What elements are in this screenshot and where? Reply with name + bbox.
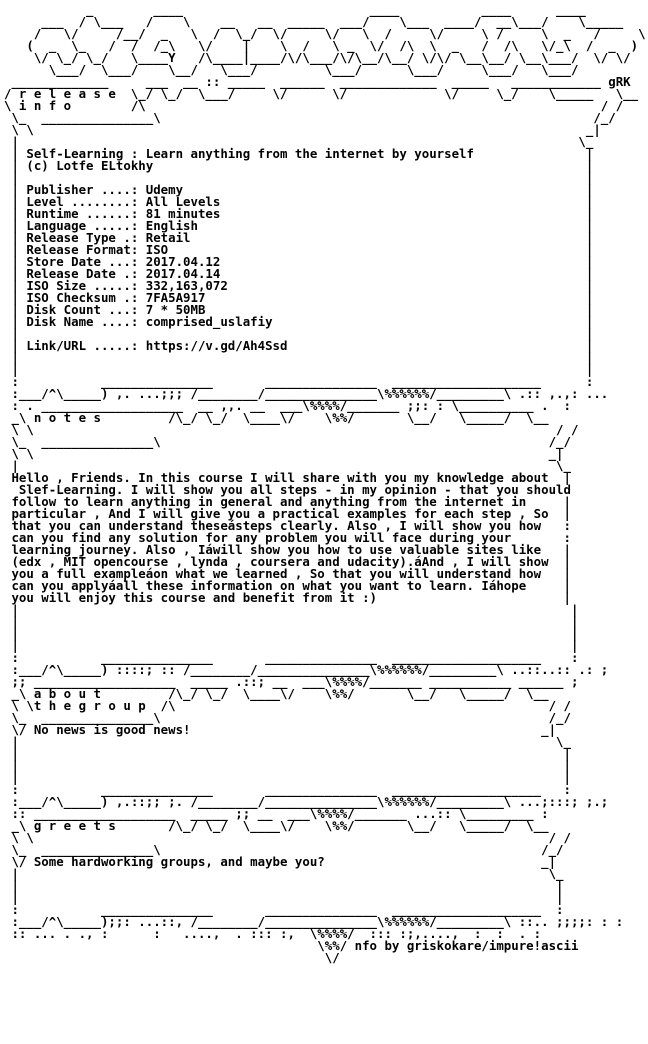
nfo-text: _ ____ ____ ____ ____ ___ / \___ / \ __ __ _____ ___/ \___ ____/ __\___/ \_____ / \/ /__/ _ \ / \_/ \/ \/ \ / \/ \ / \ _ / \ ( _ \_ / / /_\ \/ | \ / \ _ \/ /\ \ _ / /\ \/_\ / _ ) \/ \_/ \_/ \____Y /\____|____/\/\___/\/\__/\__/ \/\/ \__\__/ \__\___/ \/ \/ \___/ \___/ \__/ \___/ \___/ \___/ \___/ \___/ _____________ ___ __ :: _____ ______ _____________ _____ ____________ gRK / r e l e a s e \_/ \_/ \___/ \/ \/ \/ \_/ \_____ \__ \ i n f o /\ / / \_ _______________\ /_/ \ \ _| | \_ | Self-Learning : Learn anything from the internet by yourself | | (c) Lotfe ELtokhy | | | | Publisher ....: Udemy | | Level ........: All Levels | | Runtime ......: 81 minutes | | Language .....: English | | Release Type .: Retail | | Release Format: ISO | | Store Date ...: 2017.04.12 | | Release Date .: 2017.04.14 | | ISO Size .....: 332,163,072 | | ISO Checksum .: 7FA5A917 | | Disk Count ...: 7 * 50MB | | Disk Name ....: comprised_uslafiy | | | | Link/URL .....: https://v.gd/Ah4Ssd | | | | | : _______________ _______________ ____________________ : :___/^\_____) ,. ...;;; /________/_______________\%%%%%%/_________\ .:: ,.,: ... : . ___________________ __ ,,. __ ___\%%%%/_______ ;;: : \__________ . : _\ n o t e s /\_/ \_/ \____\/ \%%/ \__/ \_____/ \__ \ \ / / \_ _______________\ /_/ \ \ _| | \_ Hello , Friends. In this course I will share with you my knowledge about | Slef-Learning. I will show you all steps - in my opinion - that you should follow to learn anything in general and anything from the internet in | particular , And I will give you a practical examples for each step , So | that you can understand theseásteps clearly. Also , I will show you how : can you find any solution for any problem you will face during your : learning journey. Also , Iáwill show you how to use valuable sites like | (edx , MIT opencourse , lynda , coursera and udacity).áAnd , I will show | you a full exampleáon what we learned , So that you will understand how | can you applyáall these information on what you want to learn. Iáhope | you will enjoy this course and benefit from it :) | | | | | | | | | : _______________ _______________ ____________________ : :___/^\_____) ::::; :: /________/_______________\%%%%%%/_________\ ..::..:: .: ; ;; ___________________ _____ .::; __ ___\%%%%/_______ ___________ ______ ; _\ a b o u t /\_/ \_/ \____\/ \%%/ \__/ \_____/ \__ \ \t h e g r o u p /\ / / \_ _______________\ /_/ \/ No news is good news! _| | \_ | | | | | | : _______________ _______________ ____________________ : :___/^\_____) ,.::;; ;. /________/_______________\%%%%%%/_________\ ...;:::; ;.; :: ___________________ _____ ;; __ ___\%%%%/_______ ...:: \_________ : _\ g r e e t s /\_/ \_/ \____\/ \%%/ \__/ \_____/ \__ \ \ / / \_ _______________\ /_/ \/ Some hardworking groups, and maybe you? _| | \_ | | | | : _______________ _______________ ____________________ : :___/^\_____);;: ...::, /________/_______________\%%%%%%/_________\ ::.. ;;;;: : : :: ... . ., : : ...., . ::: :, \%%%%/ ::: :;,...., : : . : \%%/ nfo by griskokare/impure!ascii \/ (4, 2, 646, 965)
